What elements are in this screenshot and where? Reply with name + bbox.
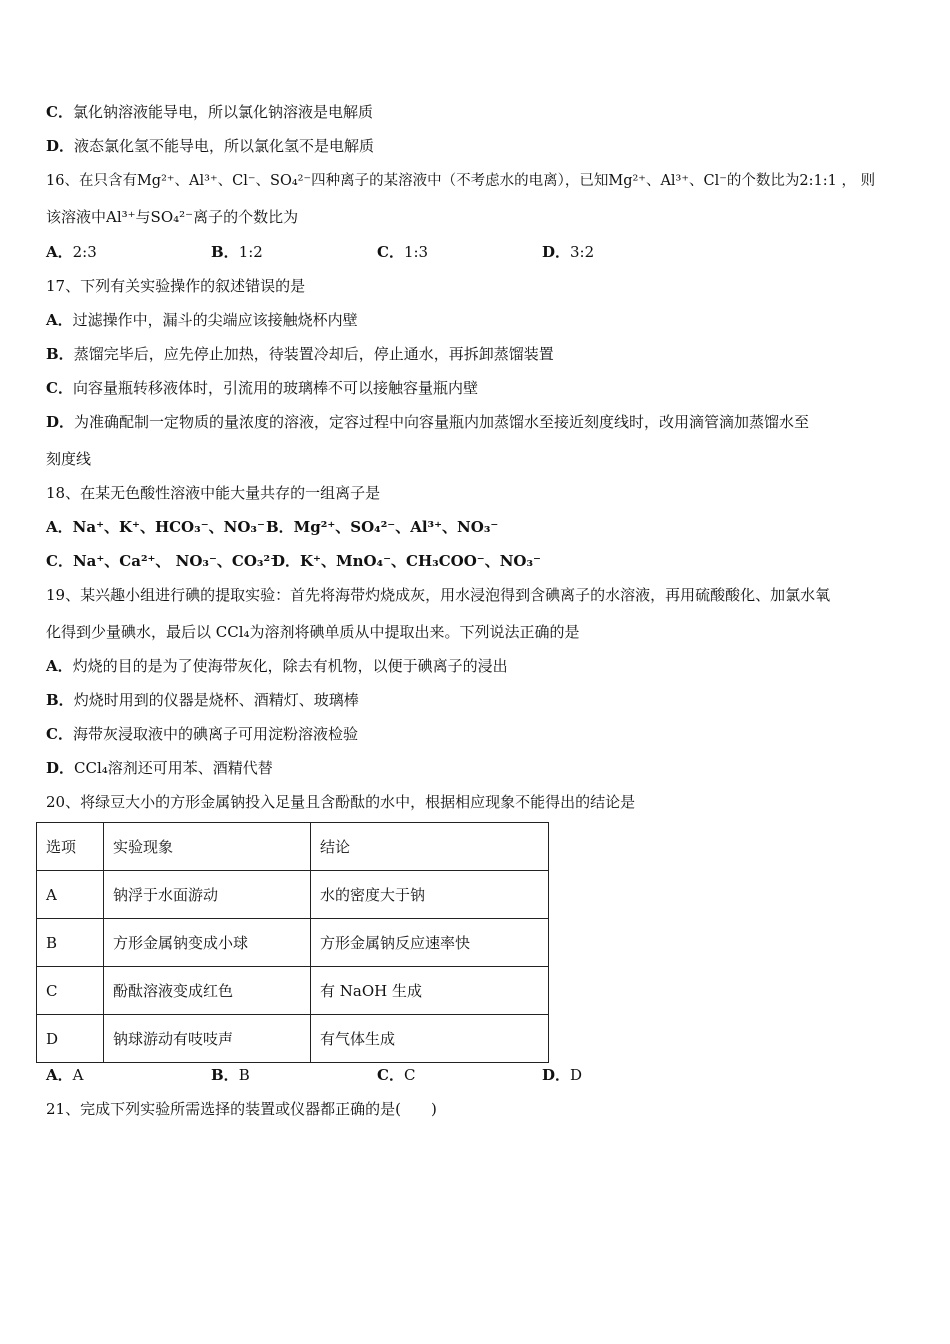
q20-option-a: A．A xyxy=(46,1066,84,1084)
table-header-cell: 结论 xyxy=(311,823,549,871)
table-cell: C xyxy=(37,967,104,1015)
q17-option-d-continued: 刻度线 xyxy=(46,450,92,468)
table-cell: 方形金属钠变成小球 xyxy=(104,919,311,967)
q17-option-a: A．过滤操作中，漏斗的尖端应该接触烧杯内壁 xyxy=(46,311,358,329)
table-cell: 水的密度大于钠 xyxy=(311,871,549,919)
q15-option-d: D．液态氯化氢不能导电，所以氯化氢不是电解质 xyxy=(46,137,375,155)
q17-option-c: C．向容量瓶转移液体时，引流用的玻璃棒不可以接触容量瓶内壁 xyxy=(46,379,478,397)
q20-option-b: B．B xyxy=(211,1066,250,1084)
table-row xyxy=(37,967,549,1015)
q16-option-b: B．1:2 xyxy=(211,243,263,261)
q20-option-d: D．D xyxy=(542,1066,583,1084)
table-cell: 酚酞溶液变成红色 xyxy=(104,967,311,1015)
q18-option-d: D．K⁺、MnO₄⁻、CH₃COO⁻、NO₃⁻ xyxy=(272,552,541,570)
q16-option-c: C．1:3 xyxy=(377,243,429,261)
q18-option-b: B．Mg²⁺、SO₄²⁻、Al³⁺、NO₃⁻ xyxy=(266,518,499,536)
q18-option-c: C．Na⁺、Ca²⁺、 NO₃⁻、CO₃²⁻ xyxy=(46,552,278,570)
table-cell: 钠球游动有吱吱声 xyxy=(104,1015,311,1063)
q19-stem-line2: 化得到少量碘水，最后以 CCl₄为溶剂将碘单质从中提取出来。下列说法正确的是 xyxy=(46,623,580,641)
table-row xyxy=(37,871,549,919)
q20-option-c: C．C xyxy=(377,1066,416,1084)
q21-stem: 21、完成下列实验所需选择的装置或仪器都正确的是( ) xyxy=(46,1100,437,1118)
table-cell: 方形金属钠反应速率快 xyxy=(311,919,549,967)
table-cell: A xyxy=(37,871,104,919)
q15-option-c: C．氯化钠溶液能导电，所以氯化钠溶液是电解质 xyxy=(46,103,373,121)
q16-option-a: A．2:3 xyxy=(46,243,97,261)
table-cell: 有 NaOH 生成 xyxy=(311,967,549,1015)
table-cell: 有气体生成 xyxy=(311,1015,549,1063)
q19-stem-line1: 19、某兴趣小组进行碘的提取实验：首先将海带灼烧成灰，用水浸泡得到含碘离子的水溶液，再用硫酸酸化、加氯水氧 xyxy=(46,586,831,604)
table-header-cell: 实验现象 xyxy=(104,823,311,871)
table-cell: D xyxy=(37,1015,104,1063)
table-cell: 钠浮于水面游动 xyxy=(104,871,311,919)
q18-option-a: A．Na⁺、K⁺、HCO₃⁻、NO₃⁻ xyxy=(46,518,265,536)
q17-option-b: B．蒸馏完毕后，应先停止加热，待装置冷却后，停止通水，再拆卸蒸馏装置 xyxy=(46,345,554,363)
table-header-row xyxy=(37,823,549,871)
q18-stem: 18、在某无色酸性溶液中能大量共存的一组离子是 xyxy=(46,484,381,502)
q16-stem-line2: 该溶液中Al³⁺与SO₄²⁻离子的个数比为 xyxy=(46,208,299,226)
table-row xyxy=(37,1015,549,1063)
q20-stem: 20、将绿豆大小的方形金属钠投入足量且含酚酞的水中，根据相应现象不能得出的结论是 xyxy=(46,793,636,811)
q19-option-d: D．CCl₄溶剂还可用苯、酒精代替 xyxy=(46,759,273,777)
q17-option-d: D．为准确配制一定物质的量浓度的溶液，定容过程中向容量瓶内加蒸馏水至接近刻度线时，改用滴管滴加蒸馏水至 xyxy=(46,413,810,431)
table-cell: B xyxy=(37,919,104,967)
q16-stem-line1: 16、在只含有Mg²⁺、Al³⁺、Cl⁻、SO₄²⁻四种离子的某溶液中（不考虑水的电离），已知Mg²⁺、Al³⁺、Cl⁻的个数比为2:1:1 ， 则 xyxy=(46,173,876,189)
q16-option-d: D．3:2 xyxy=(542,243,595,261)
q19-option-a: A．灼烧的目的是为了使海带灰化，除去有机物，以便于碘离子的浸出 xyxy=(46,657,508,675)
q19-option-b: B．灼烧时用到的仪器是烧杯、酒精灯、玻璃棒 xyxy=(46,691,359,709)
q20-table xyxy=(36,822,549,1063)
q19-option-c: C．海带灰浸取液中的碘离子可用淀粉溶液检验 xyxy=(46,725,358,743)
q17-stem: 17、下列有关实验操作的叙述错误的是 xyxy=(46,277,306,295)
table-row xyxy=(37,919,549,967)
table-header-cell: 选项 xyxy=(37,823,104,871)
